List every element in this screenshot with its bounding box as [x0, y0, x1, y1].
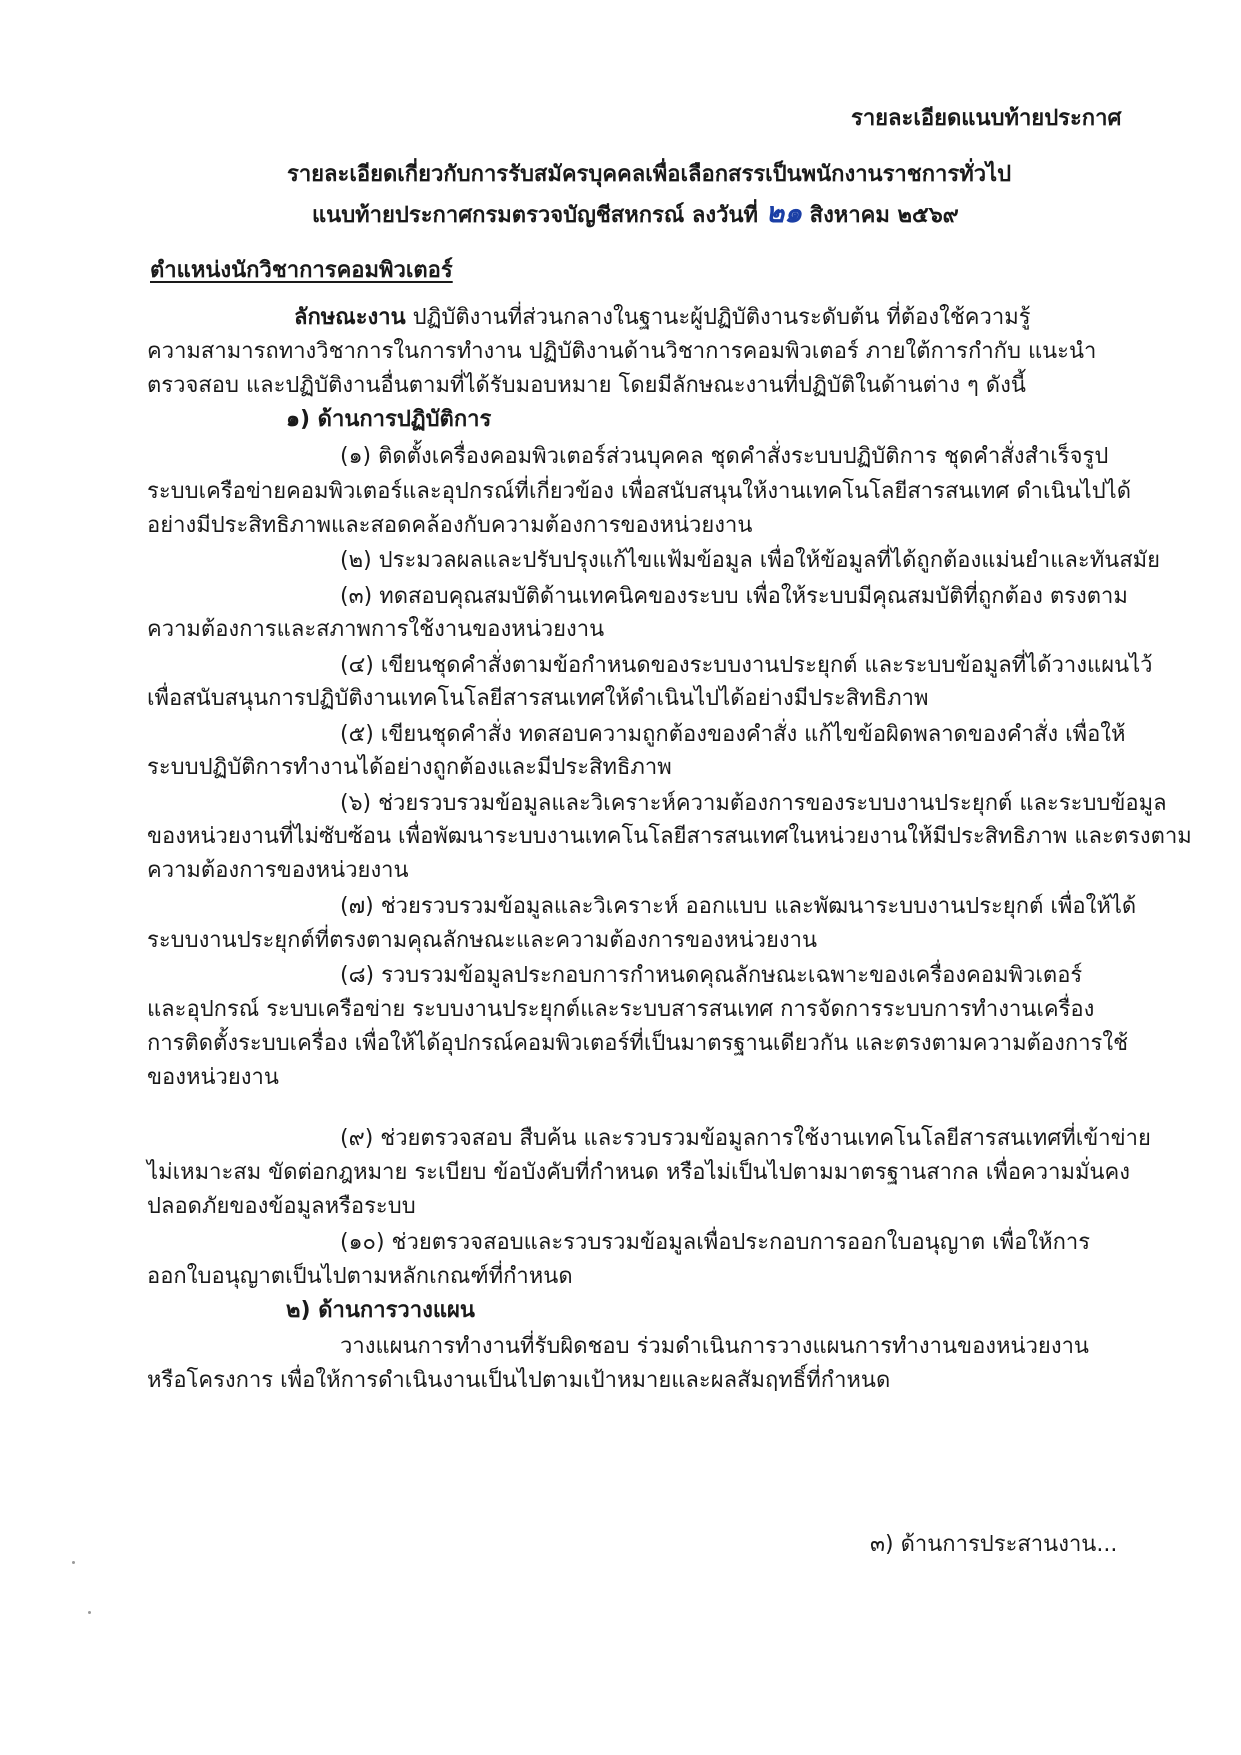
job-nature-line-3: ตรวจสอบ และปฏิบัติงานอื่นตามที่ได้รับมอบหมาย โดยมีลักษณะงานที่ปฏิบัติในด้านต่าง ๆ ดังนี้ [147, 373, 1026, 398]
document-title-line-2 [312, 198, 959, 231]
item-1-line-3: อย่างมีประสิทธิภาพและสอดคล้องกับความต้องการของหน่วยงาน [147, 513, 753, 538]
section-2-line-2: หรือโครงการ เพื่อให้การดำเนินงานเป็นไปตามเป้าหมายและผลสัมฤทธิ์ที่กำหนด [147, 1368, 891, 1393]
item-9-line-3: ปลอดภัยของข้อมูลหรือระบบ [147, 1194, 416, 1219]
title-prefix: แนบท้ายประกาศกรมตรวจบัญชีสหกรณ์ ลงวันที่ [312, 203, 759, 228]
item-4-line-1: (๔) เขียนชุดคำสั่งตามข้อกำหนดของระบบงานประยุกต์ และระบบข้อมูลที่ได้วางแผนไว้ [340, 653, 1153, 678]
item-8-line-3: การติดตั้งระบบเครื่อง เพื่อให้ได้อุปกรณ์คอมพิวเตอร์ที่เป็นมาตรฐานเดียวกัน และตรงตามความต้องการใช้ [147, 1031, 1129, 1056]
item-8-line-2: และอุปกรณ์ ระบบเครือข่าย ระบบงานประยุกต์และระบบสารสนเทศ การจัดการระบบการทำงานเครื่อง [147, 997, 1095, 1022]
item-9-line-1: (๙) ช่วยตรวจสอบ สืบค้น และรวบรวมข้อมูลการใช้งานเทคโนโลยีสารสนเทศที่เข้าข่าย [340, 1126, 1151, 1151]
item-7-line-2: ระบบงานประยุกต์ที่ตรงตามคุณลักษณะและความต้องการของหน่วยงาน [147, 928, 817, 953]
item-5-line-2: ระบบปฏิบัติการทำงานได้อย่างถูกต้องและมีประสิทธิภาพ [147, 755, 672, 780]
item-6-line-2: ของหน่วยงานที่ไม่ซับซ้อน เพื่อพัฒนาระบบงานเทคโนโลยีสารสนเทศในหน่วยงานให้มีประสิทธิภาพ และตรงตาม [147, 824, 1192, 849]
job-nature-line-1 [294, 303, 1031, 333]
item-4-line-2: เพื่อสนับสนุนการปฏิบัติงานเทคโนโลยีสารสนเทศให้ดำเนินไปได้อย่างมีประสิทธิภาพ [147, 686, 929, 711]
job-nature-label: ลักษณะงาน [294, 305, 406, 330]
job-nature-text: ปฏิบัติงานที่ส่วนกลางในฐานะผู้ปฏิบัติงานระดับต้น ที่ต้องใช้ความรู้ [412, 305, 1031, 330]
continuation-note: ๓) ด้านการประสานงาน... [870, 1532, 1118, 1557]
item-3-line-1: (๓) ทดสอบคุณสมบัติด้านเทคนิคของระบบ เพื่อให้ระบบมีคุณสมบัติที่ถูกต้อง ตรงตาม [340, 584, 1128, 609]
section-2-heading: ๒) ด้านการวางแผน [286, 1298, 475, 1323]
document-title-line-1: รายละเอียดเกี่ยวกับการรับสมัครบุคคลเพื่อเลือกสรรเป็นพนักงานราชการทั่วไป [287, 162, 1012, 187]
item-1-line-1: (๑) ติดตั้งเครื่องคอมพิวเตอร์ส่วนบุคคล ชุดคำสั่งระบบปฏิบัติการ ชุดคำสั่งสำเร็จรูป [340, 444, 1109, 469]
item-5-line-1: (๕) เขียนชุดคำสั่ง ทดสอบความถูกต้องของคำสั่ง แก้ไขข้อผิดพลาดของคำสั่ง เพื่อให้ [340, 722, 1126, 747]
section-2-line-1: วางแผนการทำงานที่รับผิดชอบ ร่วมดำเนินการวางแผนการทำงานของหน่วยงาน [340, 1334, 1089, 1359]
item-6-line-1: (๖) ช่วยรวบรวมข้อมูลและวิเคราะห์ความต้องการของระบบงานประยุกต์ และระบบข้อมูล [340, 791, 1167, 816]
handwritten-date-day: ๒๑ [765, 196, 802, 229]
item-7-line-1: (๗) ช่วยรวบรวมข้อมูลและวิเคราะห์ ออกแบบ และพัฒนาระบบงานประยุกต์ เพื่อให้ได้ [340, 894, 1137, 919]
item-8-line-1: (๘) รวบรวมข้อมูลประกอบการกำหนดคุณลักษณะเฉพาะของเครื่องคอมพิวเตอร์ [340, 963, 1083, 988]
item-9-line-2: ไม่เหมาะสม ขัดต่อกฎหมาย ระเบียบ ข้อบังคับที่กำหนด หรือไม่เป็นไปตามมาตรฐานสากล เพื่อความมั่นคง [147, 1160, 1130, 1185]
job-nature-line-2: ความสามารถทางวิชาการในการทำงาน ปฏิบัติงานด้านวิชาการคอมพิวเตอร์ ภายใต้การกำกับ แนะนำ [147, 339, 1097, 364]
item-1-line-2: ระบบเครือข่ายคอมพิวเตอร์และอุปกรณ์ที่เกี่ยวข้อง เพื่อสนับสนุนให้งานเทคโนโลยีสารสนเทศ ดำเนินไปได้ [147, 479, 1132, 504]
item-2-line-1: (๒) ประมวลผลและปรับปรุงแก้ไขแฟ้มข้อมูล เพื่อให้ข้อมูลที่ได้ถูกต้องแม่นยำและทันสมัย [340, 548, 1161, 573]
item-3-line-2: ความต้องการและสภาพการใช้งานของหน่วยงาน [147, 617, 605, 642]
attachment-label: รายละเอียดแนบท้ายประกาศ [851, 106, 1122, 131]
item-10-line-2: ออกใบอนุญาตเป็นไปตามหลักเกณฑ์ที่กำหนด [147, 1264, 573, 1289]
title-suffix: สิงหาคม ๒๕๖๙ [809, 203, 959, 228]
scan-speck [72, 1561, 75, 1564]
scan-speck [88, 1611, 91, 1614]
item-6-line-3: ความต้องการของหน่วยงาน [147, 858, 409, 883]
item-8-line-4: ของหน่วยงาน [147, 1065, 279, 1090]
section-1-heading: ๑) ด้านการปฏิบัติการ [286, 407, 492, 432]
position-heading: ตำแหน่งนักวิชาการคอมพิวเตอร์ [150, 258, 453, 283]
item-10-line-1: (๑๐) ช่วยตรวจสอบและรวบรวมข้อมูลเพื่อประกอบการออกใบอนุญาต เพื่อให้การ [340, 1230, 1091, 1255]
